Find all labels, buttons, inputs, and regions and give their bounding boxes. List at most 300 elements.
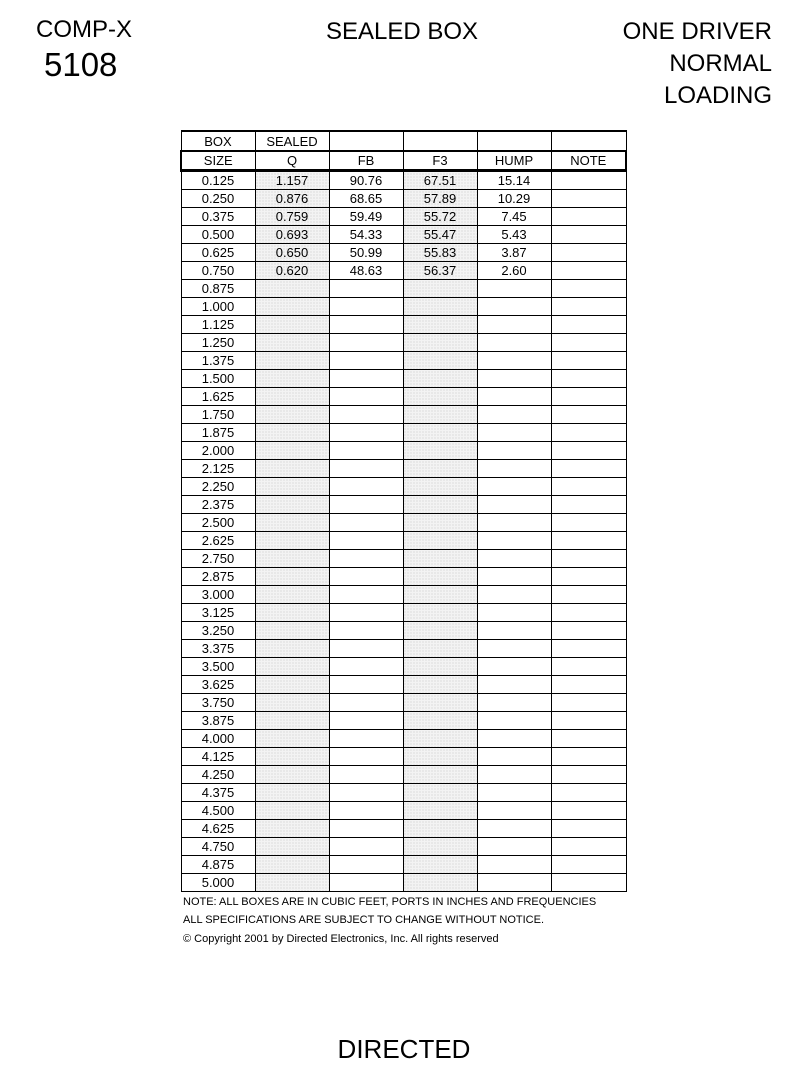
cell-box-size: 4.625 <box>181 820 255 838</box>
cell-note <box>551 460 626 478</box>
page-title-text: SEALED BOX <box>325 18 479 45</box>
cell-hump <box>477 766 551 784</box>
cell-sealed-q <box>255 550 329 568</box>
table-row <box>181 388 626 406</box>
table-row <box>181 730 626 748</box>
cell-fb <box>329 694 403 712</box>
cell-box-size: 1.875 <box>181 424 255 442</box>
cell-box-size: 0.750 <box>181 262 255 280</box>
cell-fb: 59.49 <box>329 208 403 226</box>
cell-sealed-q: 0.620 <box>255 262 329 280</box>
cell-fb <box>329 550 403 568</box>
cell-sealed-q <box>255 442 329 460</box>
cell-sealed-q <box>255 532 329 550</box>
cell-note <box>551 604 626 622</box>
cell-sealed-q <box>255 604 329 622</box>
cell-f3 <box>403 334 477 352</box>
cell-box-size: 3.875 <box>181 712 255 730</box>
cell-hump <box>477 730 551 748</box>
cell-hump <box>477 460 551 478</box>
table-row <box>181 658 626 676</box>
cell-hump: 7.45 <box>477 208 551 226</box>
cell-sealed-q <box>255 874 329 892</box>
cell-hump <box>477 550 551 568</box>
cell-sealed-q: SEALED <box>255 131 329 151</box>
table-row <box>181 316 626 334</box>
cell-note <box>551 244 626 262</box>
cell-note <box>551 478 626 496</box>
cell-note <box>551 802 626 820</box>
cell-fb <box>329 406 403 424</box>
cell-note <box>551 766 626 784</box>
cell-hump <box>477 622 551 640</box>
cell-hump: 10.29 <box>477 190 551 208</box>
cell-sealed-q <box>255 676 329 694</box>
cell-sealed-q <box>255 802 329 820</box>
cell-box-size: 0.875 <box>181 280 255 298</box>
cell-f3: 56.37 <box>403 262 477 280</box>
table-row <box>181 586 626 604</box>
table-row <box>181 352 626 370</box>
cell-fb <box>329 766 403 784</box>
table-row <box>181 442 626 460</box>
cell-hump <box>477 442 551 460</box>
table-row <box>181 208 626 226</box>
cell-f3 <box>403 352 477 370</box>
cell-note <box>551 496 626 514</box>
model-name: COMP-X <box>36 16 132 43</box>
cell-fb <box>329 460 403 478</box>
cell-sealed-q <box>255 748 329 766</box>
table-row <box>181 370 626 388</box>
cell-box-size: 0.375 <box>181 208 255 226</box>
cell-note <box>551 190 626 208</box>
cell-sealed-q <box>255 424 329 442</box>
cell-sealed-q <box>255 784 329 802</box>
cell-hump <box>477 658 551 676</box>
cell-f3: 67.51 <box>403 171 477 190</box>
table-row <box>181 478 626 496</box>
cell-hump <box>477 424 551 442</box>
cell-f3 <box>403 478 477 496</box>
cell-fb <box>329 298 403 316</box>
cell-hump <box>477 388 551 406</box>
cell-f3 <box>403 676 477 694</box>
cell-fb <box>329 280 403 298</box>
cell-box-size: 3.750 <box>181 694 255 712</box>
cell-note <box>551 856 626 874</box>
cell-hump <box>477 874 551 892</box>
cell-box-size: 3.625 <box>181 676 255 694</box>
cell-note <box>551 730 626 748</box>
cell-fb: 48.63 <box>329 262 403 280</box>
cell-fb: 54.33 <box>329 226 403 244</box>
cell-note <box>551 694 626 712</box>
cell-note <box>551 550 626 568</box>
config-line-loading: LOADING <box>663 82 772 109</box>
cell-box-size: 0.125 <box>181 171 255 190</box>
cell-note <box>551 514 626 532</box>
cell-note <box>551 280 626 298</box>
cell-hump <box>477 370 551 388</box>
cell-sealed-q <box>255 658 329 676</box>
cell-box-size: 4.750 <box>181 838 255 856</box>
cell-sealed-q: 0.876 <box>255 190 329 208</box>
cell-f3 <box>403 820 477 838</box>
cell-box-size: 4.250 <box>181 766 255 784</box>
cell-f3 <box>403 622 477 640</box>
brand-footer: DIRECTED <box>337 1034 471 1064</box>
table-header-row-2 <box>181 151 626 171</box>
cell-fb <box>329 784 403 802</box>
cell-note <box>551 658 626 676</box>
note-specifications: ALL SPECIFICATIONS ARE SUBJECT TO CHANGE WITHOUT NOTICE. <box>183 914 545 926</box>
cell-box-size: 5.000 <box>181 874 255 892</box>
cell-hump <box>477 532 551 550</box>
cell-sealed-q <box>255 640 329 658</box>
cell-note <box>551 712 626 730</box>
table-row <box>181 406 626 424</box>
cell-f3 <box>403 802 477 820</box>
cell-note <box>551 388 626 406</box>
cell-box-size: SIZE <box>181 151 255 171</box>
cell-fb <box>329 640 403 658</box>
cell-f3 <box>403 748 477 766</box>
cell-f3 <box>403 388 477 406</box>
cell-sealed-q <box>255 460 329 478</box>
cell-note <box>551 586 626 604</box>
cell-box-size: 3.500 <box>181 658 255 676</box>
cell-sealed-q <box>255 298 329 316</box>
table-row <box>181 694 626 712</box>
configuration-block <box>623 16 772 112</box>
cell-box-size: 2.125 <box>181 460 255 478</box>
cell-sealed-q <box>255 820 329 838</box>
cell-box-size: 2.750 <box>181 550 255 568</box>
table-row <box>181 622 626 640</box>
cell-f3 <box>403 838 477 856</box>
cell-f3 <box>403 766 477 784</box>
cell-f3 <box>403 532 477 550</box>
cell-fb: FB <box>329 151 403 171</box>
cell-box-size: BOX <box>181 131 255 151</box>
table-row <box>181 712 626 730</box>
cell-hump <box>477 820 551 838</box>
cell-f3 <box>403 424 477 442</box>
cell-f3 <box>403 856 477 874</box>
cell-f3 <box>403 316 477 334</box>
cell-fb <box>329 820 403 838</box>
cell-fb <box>329 131 403 151</box>
cell-note <box>551 838 626 856</box>
cell-note <box>551 334 626 352</box>
cell-sealed-q <box>255 370 329 388</box>
table-row <box>181 604 626 622</box>
cell-fb: 68.65 <box>329 190 403 208</box>
cell-hump: HUMP <box>477 151 551 171</box>
cell-f3 <box>403 550 477 568</box>
cell-fb <box>329 730 403 748</box>
table-row <box>181 496 626 514</box>
table-row <box>181 640 626 658</box>
cell-fb: 90.76 <box>329 171 403 190</box>
cell-sealed-q: 0.693 <box>255 226 329 244</box>
cell-hump <box>477 604 551 622</box>
cell-sealed-q <box>255 856 329 874</box>
cell-f3 <box>403 874 477 892</box>
cell-fb <box>329 622 403 640</box>
cell-note <box>551 262 626 280</box>
table-row <box>181 802 626 820</box>
table-row <box>181 748 626 766</box>
cell-fb <box>329 334 403 352</box>
cell-note <box>551 676 626 694</box>
cell-hump <box>477 280 551 298</box>
cell-note <box>551 424 626 442</box>
cell-f3 <box>403 730 477 748</box>
table-row <box>181 550 626 568</box>
table-row <box>181 532 626 550</box>
cell-box-size: 2.625 <box>181 532 255 550</box>
cell-hump <box>477 478 551 496</box>
cell-sealed-q <box>255 514 329 532</box>
cell-note <box>551 874 626 892</box>
cell-note <box>551 298 626 316</box>
cell-fb <box>329 802 403 820</box>
cell-f3 <box>403 370 477 388</box>
cell-note <box>551 532 626 550</box>
cell-hump: 3.87 <box>477 244 551 262</box>
cell-note: NOTE <box>551 151 626 171</box>
cell-hump: 5.43 <box>477 226 551 244</box>
cell-note <box>551 568 626 586</box>
cell-hump <box>477 352 551 370</box>
cell-hump <box>477 676 551 694</box>
cell-box-size: 2.000 <box>181 442 255 460</box>
cell-f3 <box>403 131 477 151</box>
cell-hump <box>477 838 551 856</box>
cell-box-size: 3.375 <box>181 640 255 658</box>
cell-f3 <box>403 658 477 676</box>
cell-fb <box>329 496 403 514</box>
cell-f3: 55.83 <box>403 244 477 262</box>
cell-note <box>551 352 626 370</box>
table-row <box>181 262 626 280</box>
cell-box-size: 2.500 <box>181 514 255 532</box>
cell-fb <box>329 388 403 406</box>
cell-fb: 50.99 <box>329 244 403 262</box>
cell-note <box>551 316 626 334</box>
cell-hump <box>477 406 551 424</box>
cell-note <box>551 406 626 424</box>
cell-hump <box>477 131 551 151</box>
table-row <box>181 334 626 352</box>
cell-box-size: 2.375 <box>181 496 255 514</box>
cell-f3 <box>403 496 477 514</box>
cell-hump: 2.60 <box>477 262 551 280</box>
cell-sealed-q: 0.759 <box>255 208 329 226</box>
cell-sealed-q <box>255 586 329 604</box>
cell-sealed-q: Q <box>255 151 329 171</box>
table-row <box>181 514 626 532</box>
cell-f3 <box>403 694 477 712</box>
cell-box-size: 0.500 <box>181 226 255 244</box>
cell-box-size: 1.125 <box>181 316 255 334</box>
cell-box-size: 1.250 <box>181 334 255 352</box>
note-units: NOTE: ALL BOXES ARE IN CUBIC FEET, PORTS IN INCHES AND FREQUENCIES <box>183 896 597 908</box>
cell-hump <box>477 856 551 874</box>
part-number: 5108 <box>44 46 118 83</box>
cell-fb <box>329 514 403 532</box>
cell-sealed-q <box>255 334 329 352</box>
cell-sealed-q <box>255 388 329 406</box>
table-row <box>181 676 626 694</box>
cell-sealed-q <box>255 838 329 856</box>
table-row <box>181 171 626 190</box>
cell-hump <box>477 802 551 820</box>
cell-box-size: 2.875 <box>181 568 255 586</box>
cell-box-size: 3.250 <box>181 622 255 640</box>
cell-box-size: 4.125 <box>181 748 255 766</box>
cell-f3 <box>403 712 477 730</box>
spec-table-body <box>181 131 626 892</box>
cell-hump <box>477 514 551 532</box>
cell-box-size: 3.000 <box>181 586 255 604</box>
cell-f3: 55.72 <box>403 208 477 226</box>
cell-hump <box>477 496 551 514</box>
cell-fb <box>329 676 403 694</box>
table-row <box>181 280 626 298</box>
cell-note <box>551 208 626 226</box>
cell-fb <box>329 658 403 676</box>
cell-note <box>551 784 626 802</box>
cell-hump <box>477 640 551 658</box>
table-row <box>181 766 626 784</box>
cell-fb <box>329 370 403 388</box>
cell-fb <box>329 442 403 460</box>
cell-f3: 55.47 <box>403 226 477 244</box>
table-row <box>181 838 626 856</box>
cell-sealed-q <box>255 766 329 784</box>
cell-box-size: 1.750 <box>181 406 255 424</box>
cell-sealed-q <box>255 730 329 748</box>
cell-fb <box>329 532 403 550</box>
table-row <box>181 190 626 208</box>
cell-sealed-q <box>255 280 329 298</box>
cell-note <box>551 370 626 388</box>
cell-note <box>551 171 626 190</box>
table-row <box>181 424 626 442</box>
cell-sealed-q <box>255 478 329 496</box>
cell-f3 <box>403 442 477 460</box>
cell-sealed-q <box>255 406 329 424</box>
config-line-normal: NORMAL <box>669 50 772 77</box>
cell-sealed-q <box>255 622 329 640</box>
cell-note <box>551 820 626 838</box>
cell-fb <box>329 604 403 622</box>
cell-fb <box>329 748 403 766</box>
cell-sealed-q <box>255 496 329 514</box>
table-row <box>181 460 626 478</box>
cell-box-size: 1.000 <box>181 298 255 316</box>
cell-fb <box>329 352 403 370</box>
cell-fb <box>329 424 403 442</box>
cell-fb <box>329 316 403 334</box>
table-row <box>181 244 626 262</box>
cell-note <box>551 442 626 460</box>
cell-f3: F3 <box>403 151 477 171</box>
cell-fb <box>329 478 403 496</box>
cell-hump <box>477 694 551 712</box>
cell-f3 <box>403 604 477 622</box>
cell-fb <box>329 838 403 856</box>
cell-hump <box>477 784 551 802</box>
cell-fb <box>329 712 403 730</box>
cell-box-size: 1.375 <box>181 352 255 370</box>
cell-box-size: 4.000 <box>181 730 255 748</box>
spec-table <box>180 130 627 892</box>
cell-f3 <box>403 586 477 604</box>
cell-hump <box>477 748 551 766</box>
cell-sealed-q <box>255 694 329 712</box>
cell-sealed-q: 1.157 <box>255 171 329 190</box>
cell-hump <box>477 334 551 352</box>
cell-box-size: 0.250 <box>181 190 255 208</box>
cell-f3 <box>403 568 477 586</box>
cell-f3 <box>403 406 477 424</box>
cell-hump <box>477 298 551 316</box>
cell-fb <box>329 586 403 604</box>
cell-note <box>551 748 626 766</box>
cell-box-size: 4.375 <box>181 784 255 802</box>
table-row <box>181 874 626 892</box>
cell-sealed-q <box>255 352 329 370</box>
cell-note <box>551 226 626 244</box>
table-row <box>181 820 626 838</box>
cell-fb <box>329 874 403 892</box>
cell-hump: 15.14 <box>477 171 551 190</box>
table-row <box>181 226 626 244</box>
cell-note <box>551 640 626 658</box>
cell-hump <box>477 316 551 334</box>
cell-f3: 57.89 <box>403 190 477 208</box>
cell-sealed-q: 0.650 <box>255 244 329 262</box>
cell-f3 <box>403 460 477 478</box>
cell-box-size: 4.875 <box>181 856 255 874</box>
cell-f3 <box>403 280 477 298</box>
table-row <box>181 298 626 316</box>
table-header-row-1 <box>181 131 626 151</box>
copyright-notice: © Copyright 2001 by Directed Electronics, Inc. All rights reserved <box>183 933 499 945</box>
cell-f3 <box>403 298 477 316</box>
config-line-driver: ONE DRIVER <box>622 18 772 45</box>
cell-box-size: 2.250 <box>181 478 255 496</box>
table-row <box>181 568 626 586</box>
table-row <box>181 856 626 874</box>
cell-hump <box>477 568 551 586</box>
cell-f3 <box>403 784 477 802</box>
cell-sealed-q <box>255 568 329 586</box>
cell-fb <box>329 856 403 874</box>
cell-note <box>551 622 626 640</box>
cell-f3 <box>403 640 477 658</box>
cell-box-size: 1.625 <box>181 388 255 406</box>
cell-box-size: 4.500 <box>181 802 255 820</box>
cell-hump <box>477 586 551 604</box>
cell-f3 <box>403 514 477 532</box>
cell-sealed-q <box>255 712 329 730</box>
cell-fb <box>329 568 403 586</box>
